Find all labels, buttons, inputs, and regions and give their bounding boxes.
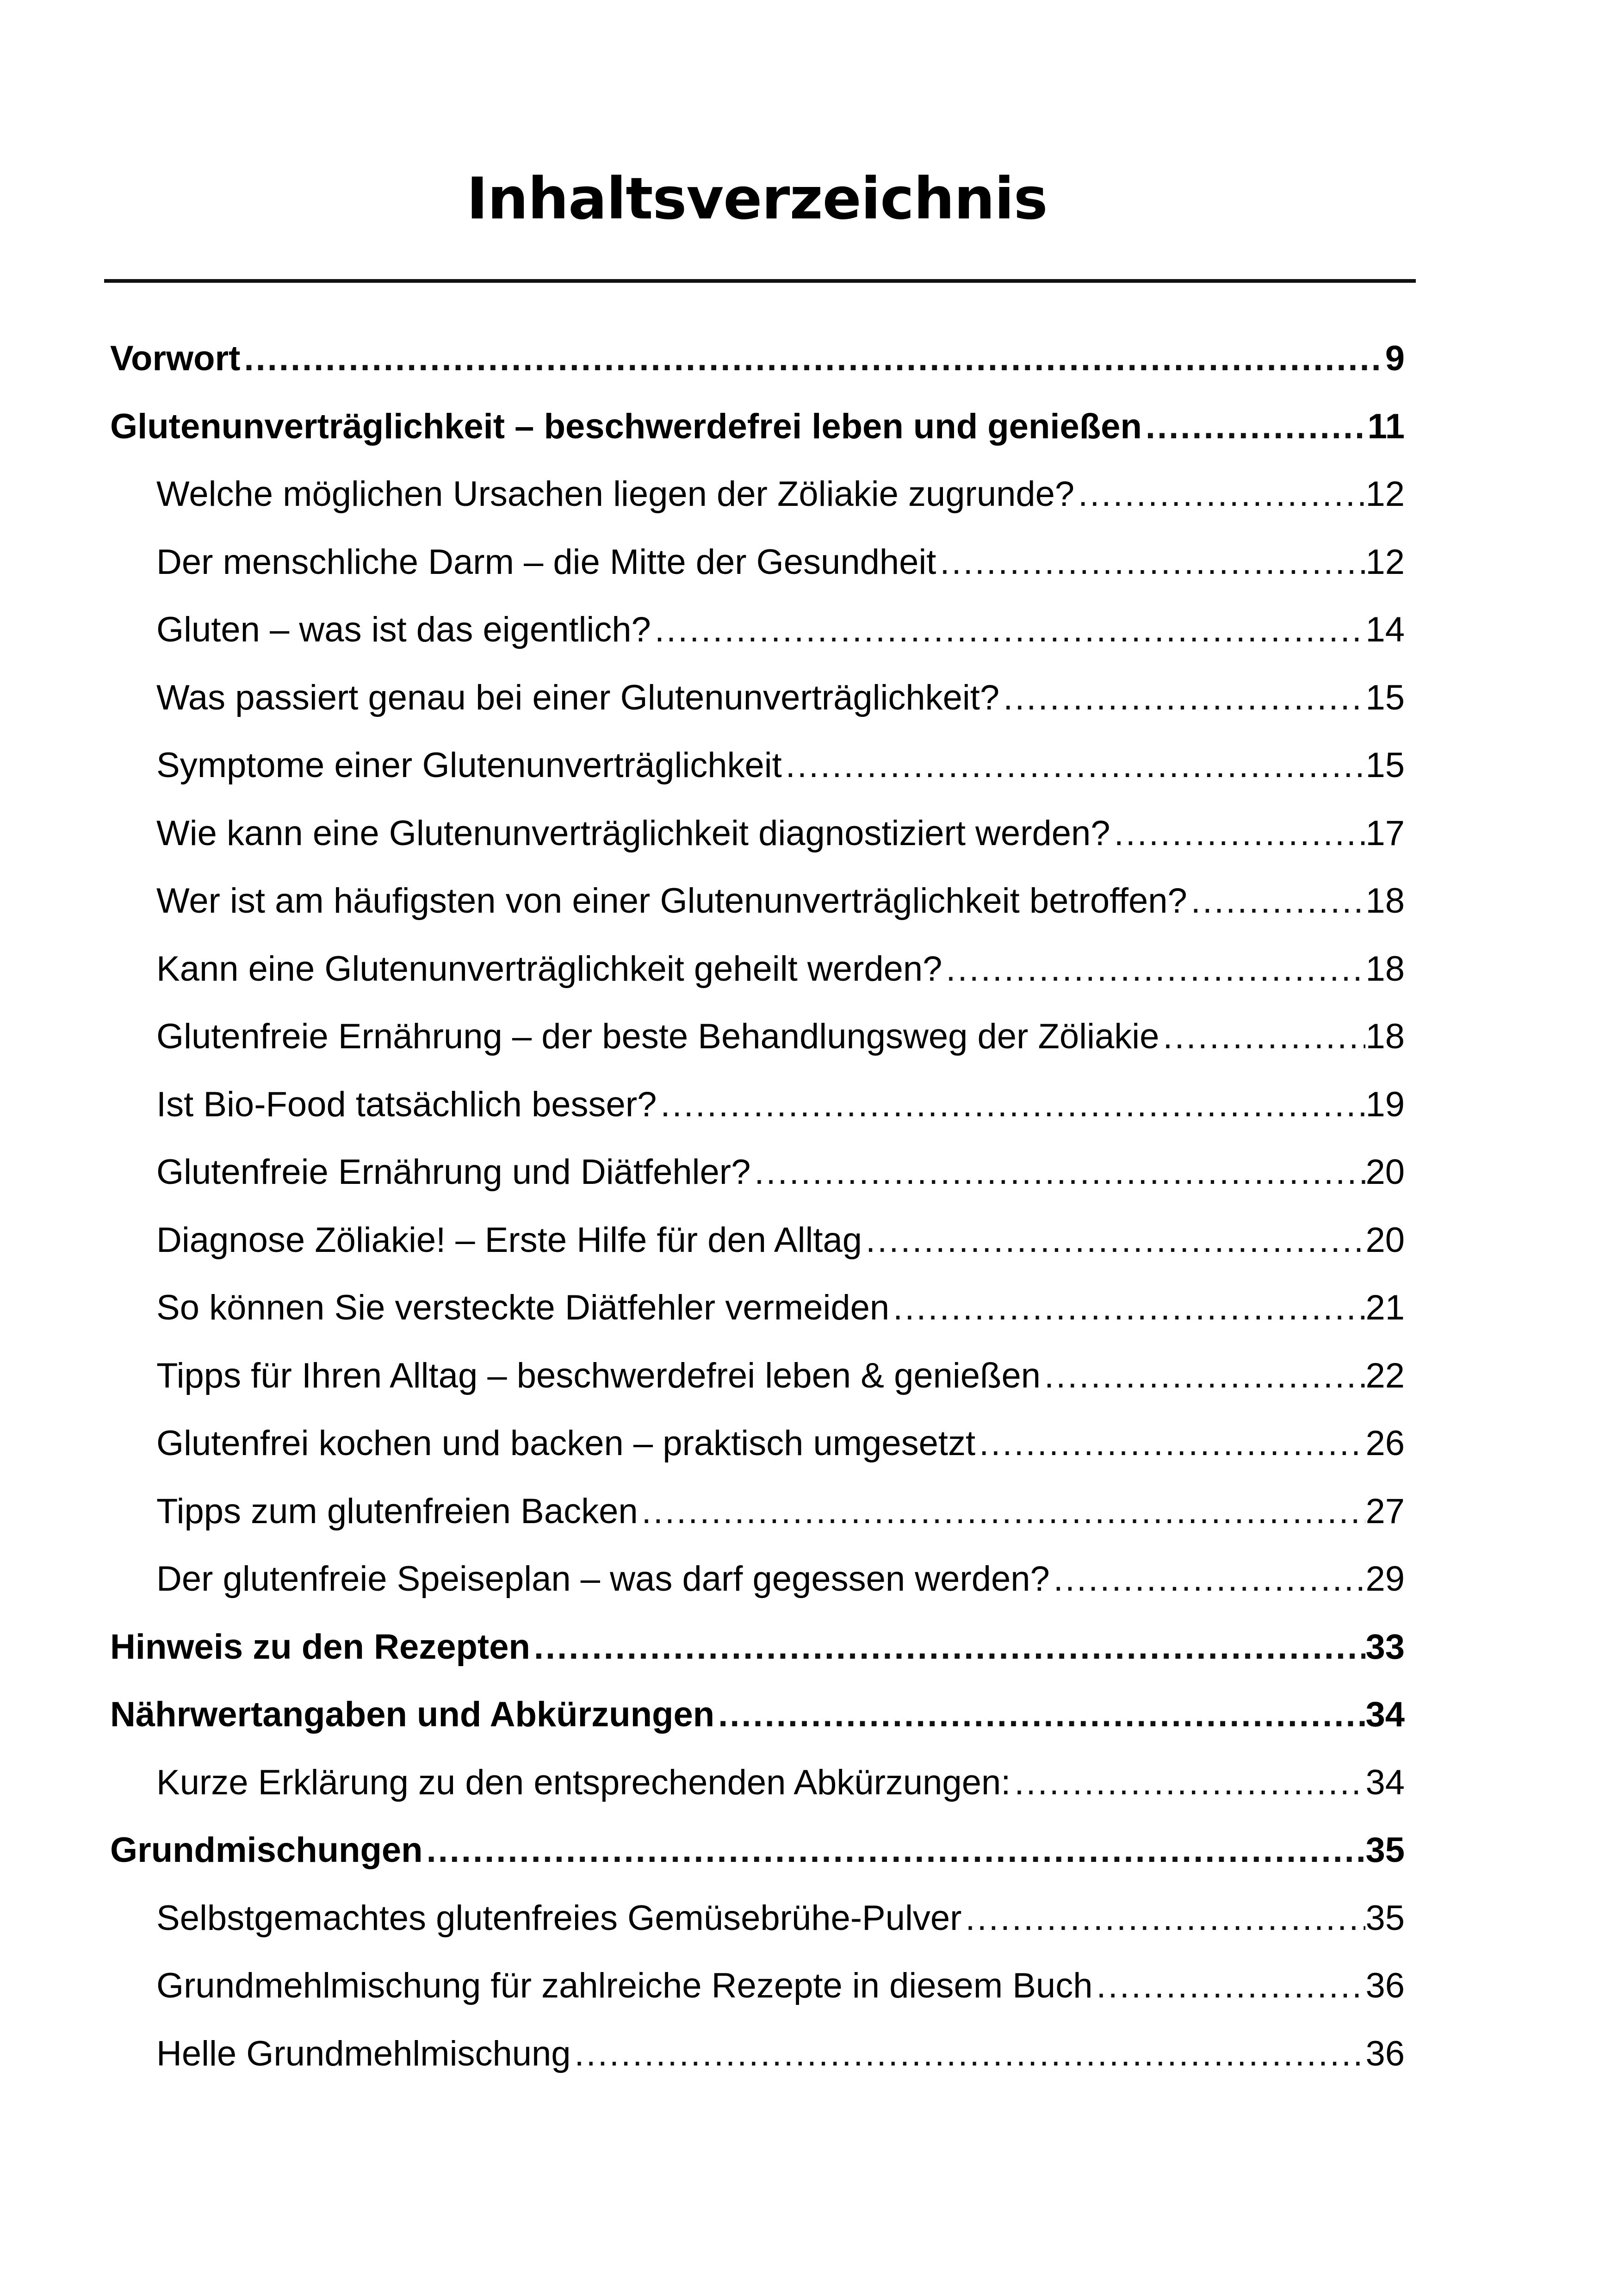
toc-page-number: 12: [1365, 474, 1405, 514]
toc-leader-dots: [714, 1680, 1365, 1749]
toc-entry[interactable]: [156, 2019, 1405, 2089]
toc-entry[interactable]: [156, 663, 1405, 733]
toc-leader-dots: [1187, 866, 1366, 936]
toc-page-number: 9: [1385, 339, 1405, 378]
toc-entry-label: Glutenunverträglichkeit – beschwerdefrei leben und genießen: [110, 407, 1142, 446]
toc-page-number: 33: [1365, 1627, 1405, 1667]
toc-entry-label: Diagnose Zöliakie! – Erste Hilfe für den Alltag: [156, 1220, 862, 1260]
toc-entry-label: Gluten – was ist das eigentlich?: [156, 610, 651, 649]
toc-page-number: 18: [1365, 881, 1405, 921]
toc-page-number: 21: [1365, 1288, 1405, 1327]
toc-leader-dots: [571, 2019, 1366, 2089]
toc-entry[interactable]: [156, 866, 1405, 936]
toc-page-number: 36: [1365, 2034, 1405, 2073]
toc-entry-label: So können Sie versteckte Diätfehler vermeiden: [156, 1288, 890, 1327]
toc-entry[interactable]: [156, 1341, 1405, 1411]
toc-leader-dots: [862, 1206, 1365, 1275]
toc-leader-dots: [889, 1273, 1365, 1343]
toc-page-number: 26: [1365, 1424, 1405, 1463]
toc-page-number: 15: [1365, 746, 1405, 785]
toc-entry[interactable]: [156, 799, 1405, 868]
toc-entry[interactable]: [110, 1816, 1405, 1885]
toc-entry[interactable]: [156, 1206, 1405, 1275]
toc-entry[interactable]: [110, 324, 1405, 393]
toc-entry[interactable]: [156, 1544, 1405, 1614]
toc-entry[interactable]: [156, 1138, 1405, 1207]
toc-entry[interactable]: [110, 1612, 1405, 1682]
toc-entry-label: Kurze Erklärung zu den entsprechenden Abkürzungen:: [156, 1763, 1011, 1802]
toc-entry-label: Grundmehlmischung für zahlreiche Rezepte in diesem Buch: [156, 1966, 1093, 2005]
toc-page-number: 12: [1365, 542, 1405, 582]
toc-leader-dots: [750, 1138, 1365, 1207]
toc-leader-dots: [638, 1477, 1366, 1546]
toc-entry-label: Glutenfreie Ernährung und Diätfehler?: [156, 1152, 751, 1192]
toc-leader-dots: [423, 1816, 1366, 1885]
toc-leader-dots: [1074, 460, 1365, 529]
toc-page-number: 35: [1365, 1898, 1405, 1938]
toc-leader-dots: [1159, 1002, 1365, 1071]
toc-entry[interactable]: [156, 460, 1405, 529]
toc-entry-label: Der glutenfreie Speiseplan – was darf gegessen werden?: [156, 1559, 1050, 1599]
toc-page-number: 20: [1365, 1152, 1405, 1192]
toc-page-number: 15: [1365, 678, 1405, 717]
toc-entry-label: Vorwort: [110, 339, 241, 378]
toc-page-number: 35: [1365, 1830, 1405, 1870]
toc-page-number: 14: [1365, 610, 1405, 649]
toc-entry-label: Glutenfrei kochen und backen – praktisch umgesetzt: [156, 1424, 976, 1463]
toc-entry-label: Glutenfreie Ernährung – der beste Behandlungsweg der Zöliakie: [156, 1017, 1159, 1056]
toc-entry-label: Symptome einer Glutenunverträglichkeit: [156, 746, 782, 785]
toc-entry-label: Nährwertangaben und Abkürzungen: [110, 1695, 715, 1734]
toc-entry[interactable]: [156, 1002, 1405, 1071]
toc-entry-label: Grundmischungen: [110, 1830, 423, 1870]
toc-leader-dots: [657, 1070, 1365, 1139]
toc-entry[interactable]: [156, 1884, 1405, 1953]
toc-entry[interactable]: [156, 934, 1405, 1004]
toc-entry-label: Welche möglichen Ursachen liegen der Zöliakie zugrunde?: [156, 474, 1075, 514]
toc-entry-label: Tipps zum glutenfreien Backen: [156, 1492, 638, 1531]
toc-entry[interactable]: [156, 595, 1405, 665]
toc-page-number: 17: [1365, 814, 1405, 853]
toc-leader-dots: [936, 528, 1365, 597]
toc-leader-dots: [942, 934, 1365, 1004]
toc-page-number: 18: [1365, 949, 1405, 989]
toc-leader-dots: [1092, 1951, 1365, 2021]
page-title: Inhaltsverzeichnis: [466, 166, 1048, 232]
toc-page-number: 34: [1365, 1763, 1405, 1802]
toc-leader-dots: [782, 731, 1366, 800]
toc-entry-label: Der menschliche Darm – die Mitte der Gesundheit: [156, 542, 936, 582]
toc-leader-dots: [240, 324, 1385, 393]
toc-entry[interactable]: [156, 528, 1405, 597]
toc-entry[interactable]: [156, 1070, 1405, 1139]
toc-entry[interactable]: [110, 1680, 1405, 1749]
toc-entry[interactable]: [156, 1951, 1405, 2021]
toc-leader-dots: [1142, 392, 1368, 461]
toc-leader-dots: [530, 1612, 1366, 1682]
toc-entry[interactable]: [110, 392, 1405, 461]
toc-page-number: 19: [1365, 1085, 1405, 1124]
toc-page-number: 22: [1365, 1356, 1405, 1395]
title-divider: [104, 279, 1416, 283]
toc-entry-label: Kann eine Glutenunverträglichkeit geheilt werden?: [156, 949, 942, 989]
toc-entry-label: Wer ist am häufigsten von einer Glutenunverträglichkeit betroffen?: [156, 881, 1187, 921]
toc-leader-dots: [975, 1409, 1365, 1478]
toc-entry[interactable]: [156, 731, 1405, 800]
toc-page-number: 27: [1365, 1492, 1405, 1531]
toc-leader-dots: [1110, 799, 1366, 868]
toc-leader-dots: [1041, 1341, 1365, 1411]
toc-entry-label: Helle Grundmehlmischung: [156, 2034, 571, 2073]
toc-page-number: 18: [1365, 1017, 1405, 1056]
toc-entry-label: Ist Bio-Food tatsächlich besser?: [156, 1085, 657, 1124]
toc-entry[interactable]: [156, 1409, 1405, 1478]
toc-entry[interactable]: [156, 1477, 1405, 1546]
toc-page-number: 36: [1365, 1966, 1405, 2005]
toc-leader-dots: [1050, 1544, 1366, 1614]
toc-entry[interactable]: [156, 1273, 1405, 1343]
toc-page-number: 11: [1367, 407, 1405, 446]
toc-leader-dots: [651, 595, 1366, 665]
toc-entry-label: Tipps für Ihren Alltag – beschwerdefrei leben & genießen: [156, 1356, 1041, 1395]
toc-page-number: 34: [1365, 1695, 1405, 1734]
toc-entry-label: Selbstgemachtes glutenfreies Gemüsebrühe-Pulver: [156, 1898, 962, 1938]
toc-page-number: 29: [1365, 1559, 1405, 1599]
toc-entry-label: Hinweis zu den Rezepten: [110, 1627, 530, 1667]
toc-entry-label: Was passiert genau bei einer Glutenunverträglichkeit?: [156, 678, 1000, 717]
toc-page-number: 20: [1365, 1220, 1405, 1260]
toc-entry-label: Wie kann eine Glutenunverträglichkeit diagnostiziert werden?: [156, 814, 1110, 853]
toc-leader-dots: [961, 1884, 1365, 1953]
toc-leader-dots: [999, 663, 1365, 733]
toc-leader-dots: [1010, 1748, 1365, 1817]
toc-entry[interactable]: [156, 1748, 1405, 1817]
